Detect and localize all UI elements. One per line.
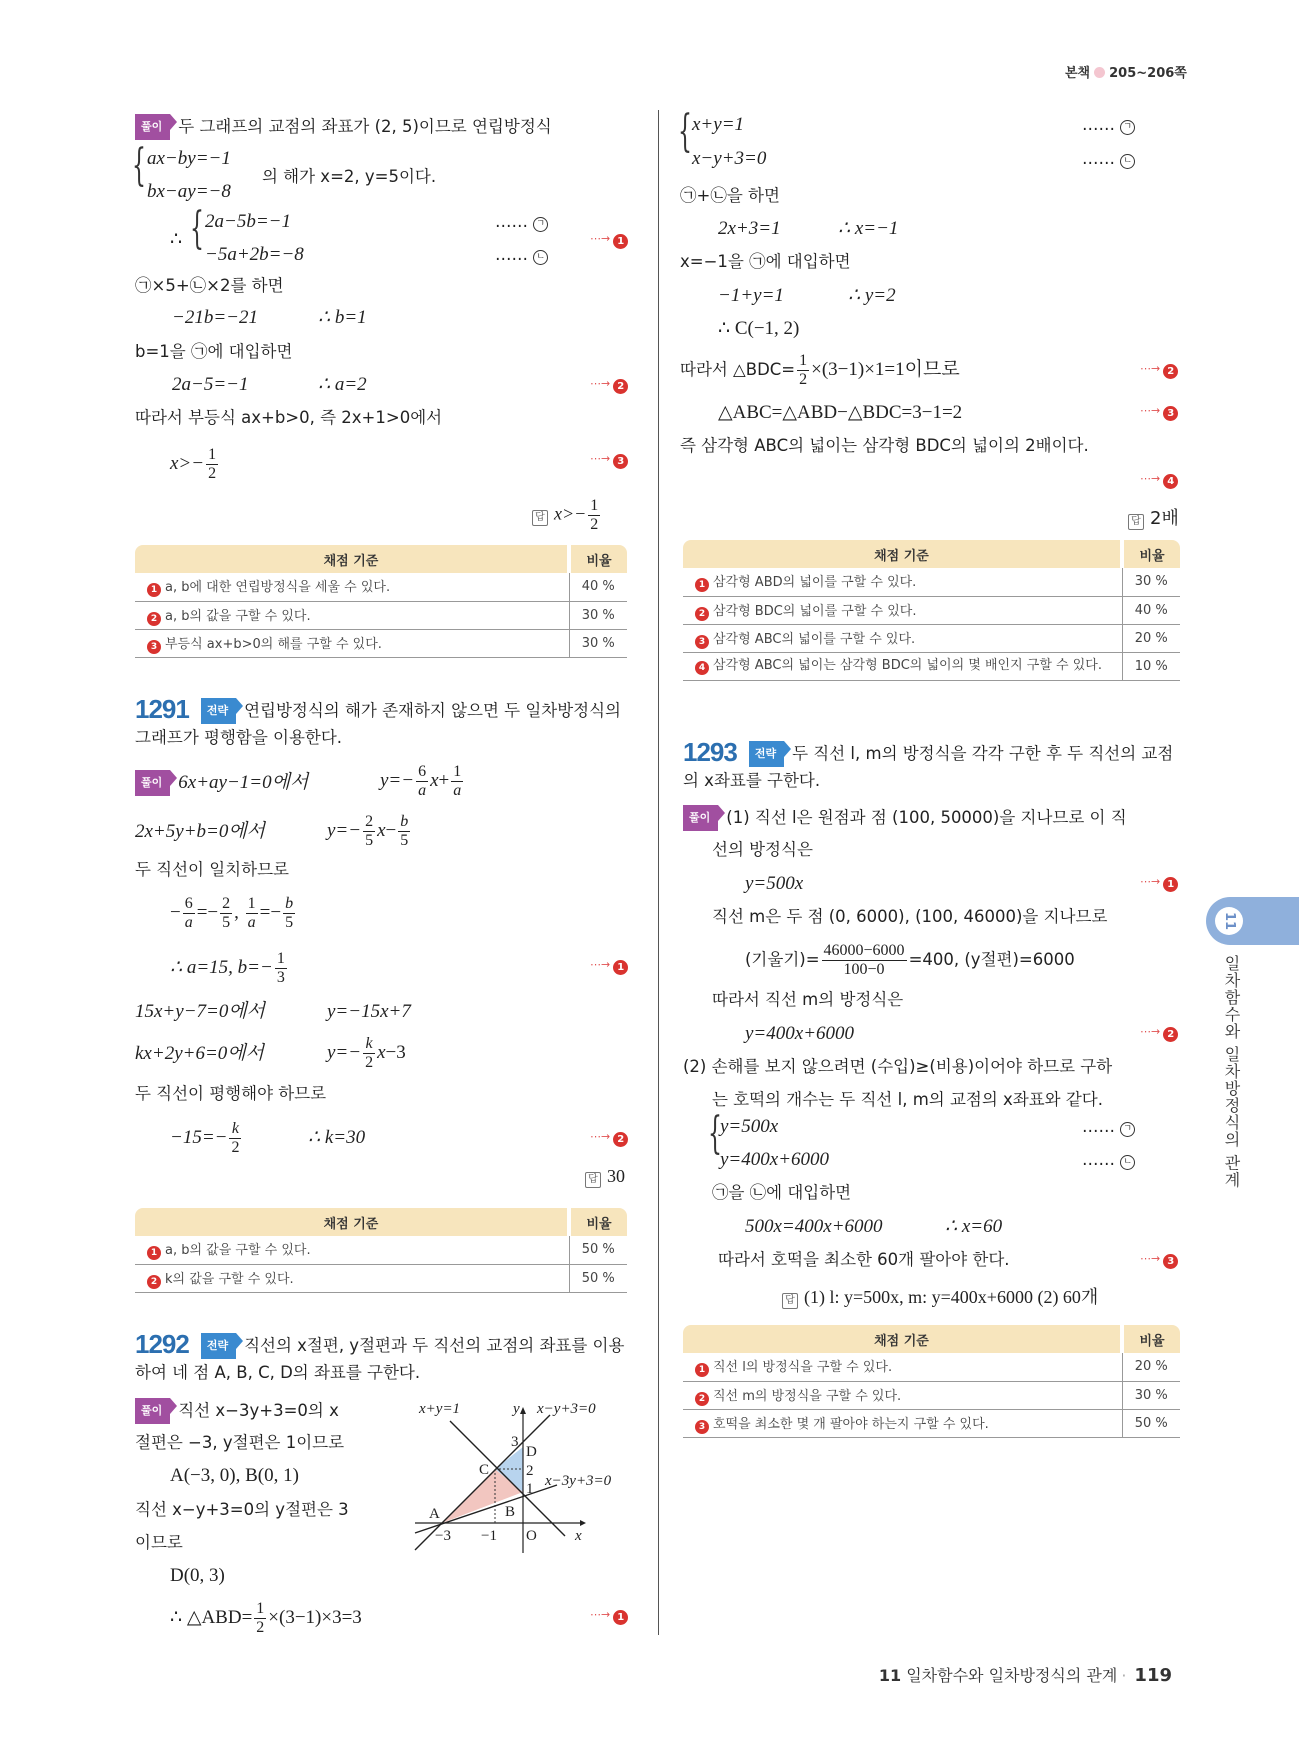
text-line: 이므로: [135, 1533, 183, 1552]
equation: x−y+3=0: [692, 148, 767, 169]
equation: 따라서 △BDC= $\frac{1}{2}$ ×(3−1)×1=1이므로: [680, 352, 960, 388]
svg-text:C: C: [479, 1462, 490, 1478]
equation: ∴ C(−1, 2): [718, 318, 800, 339]
equation-tag: …… ㄱ: [1082, 1115, 1135, 1139]
equation-tag: …… ㄴ: [1082, 147, 1135, 171]
brace-icon: {: [678, 106, 692, 157]
text-line: x=−1을 ㉠에 대입하면: [680, 252, 851, 271]
table-row: 2 직선 m의 방정식을 구할 수 있다. 30 %: [683, 1381, 1180, 1409]
strategy-badge: 전략: [749, 741, 784, 767]
text-line: 하여 네 점 A, B, C, D의 좌표를 구한다.: [135, 1363, 421, 1382]
answer: 답 30: [585, 1166, 625, 1188]
text-line: ㉠×5+㉡×2를 하면: [135, 276, 284, 295]
equation: 2a−5b=−1: [205, 211, 291, 232]
text-line: 따라서 직선 m의 방정식은: [712, 990, 904, 1009]
chapter-number: 11: [878, 1666, 902, 1685]
equation: x>− $\frac{1}{2}$: [170, 446, 217, 482]
answer-icon: 답: [782, 1293, 798, 1309]
therefore-symbol: ∴: [170, 229, 183, 250]
table-row: 4 삼각형 ABC의 넓이는 삼각형 BDC의 넓이의 몇 배인지 구할 수 있다. 10 %: [683, 652, 1180, 680]
chapter-number-badge: 11: [1215, 907, 1243, 935]
equation: ∴ y=2: [848, 285, 896, 306]
equation: ∴ a=2: [318, 374, 367, 395]
equation: 15x+y−7=0에서: [135, 1001, 266, 1022]
column-divider: [658, 110, 659, 1635]
text-line: 즉 삼각형 ABC의 넓이는 삼각형 BDC의 넓이의 2배이다.: [680, 436, 1089, 455]
equation: D(0, 3): [170, 1565, 225, 1586]
answer: 답 2배: [1128, 504, 1179, 530]
equation: △ABC=△ABD−△BDC=3−1=2: [718, 402, 963, 423]
svg-text:x−y+3=0: x−y+3=0: [537, 1401, 596, 1417]
equation: y=− $\frac{k}{2}$ x−3: [327, 1035, 406, 1071]
page-range: 205~206쪽: [1109, 66, 1187, 81]
equation: 2a−5=−1: [172, 374, 249, 395]
equation-tag: …… ㄴ: [495, 243, 548, 267]
equation: y=500x: [720, 1116, 779, 1137]
brace-icon: {: [708, 1108, 722, 1159]
svg-text:A: A: [429, 1506, 440, 1522]
problem-1292-header: 1292 전략 직선의 x절편, y절편과 두 직선의 교점의 좌표를 이용: [135, 1329, 625, 1359]
table-row: 2 삼각형 BDC의 넓이를 구할 수 있다. 40 %: [683, 596, 1180, 624]
text-line: 직선 x−y+3=0의 y절편은 3: [135, 1500, 349, 1519]
y-axis-arrow-icon: [520, 1407, 526, 1414]
equation: bx−ay=−8: [147, 181, 231, 202]
solution-badge: 풀이: [683, 805, 718, 831]
equation-tag: …… ㄴ: [1082, 1148, 1135, 1172]
x-axis-arrow-icon: [580, 1520, 586, 1526]
text-line: 풀이 6x+ay−1=0에서: [135, 770, 308, 796]
svg-text:1: 1: [526, 1481, 534, 1497]
solution-badge: 풀이: [135, 114, 170, 140]
text-line: 따라서 호떡을 최소한 60개 팔아야 한다.: [718, 1250, 1010, 1269]
score-mark-1: ⋯→ 1: [590, 958, 628, 975]
text-line: 선의 방정식은: [712, 840, 813, 859]
equation: y=−15x+7: [327, 1001, 411, 1022]
page-reference: [1065, 62, 1187, 81]
text-line: 의 x좌표를 구한다.: [683, 771, 821, 790]
score-mark-1: ⋯→ 1: [590, 232, 628, 249]
equation: ∴ △ABD= $\frac{1}{2}$ ×(3−1)×3=3: [170, 1600, 362, 1636]
score-mark-3: ⋯→ 3: [590, 452, 628, 469]
text-line: ㉠을 ㉡에 대입하면: [712, 1183, 852, 1202]
equation: y=400x+6000: [745, 1023, 855, 1044]
equation: ∴ b=1: [318, 307, 367, 328]
text-line: 두 직선이 평행해야 하므로: [135, 1084, 327, 1103]
svg-text:−3: −3: [435, 1528, 451, 1544]
solution-intro: 풀이 두 그래프의 교점의 좌표가 (2, 5)이므로 연립방정식: [135, 114, 552, 140]
equation: − $\frac{6}{a}$ =− $\frac{2}{5}$ , $\frac{1}{a}$ =− $\frac{b}{5}$: [170, 895, 294, 931]
equation: 2x+5y+b=0에서: [135, 821, 266, 842]
score-mark-3: ⋯→ 3: [1140, 404, 1178, 421]
equation: −15=− $\frac{k}{2}$: [170, 1120, 240, 1156]
text-line: 풀이 (1) 직선 l은 원점과 점 (100, 50000)을 지나므로 이 직: [683, 805, 1127, 831]
text-line: b=1을 ㉠에 대입하면: [135, 342, 293, 361]
grading-table: 채점 기준 비율 1 직선 l의 방정식을 구할 수 있다. 20 % 2 직선 m의 방정식을 구할 수 있다. 30 % 3 호떡을 최소한 몇 개 팔아야 하는지 구할 수 있다. 50 %: [683, 1325, 1180, 1438]
page-number: 119: [1134, 1665, 1172, 1686]
text-line: 는 호떡의 개수는 두 직선 l, m의 교점의 x좌표와 같다.: [712, 1090, 1103, 1109]
svg-text:3: 3: [511, 1434, 519, 1450]
table-row: 3 삼각형 ABC의 넓이를 구할 수 있다. 20 %: [683, 624, 1180, 652]
solution-badge: 풀이: [135, 770, 170, 796]
equation: y=500x: [745, 873, 804, 894]
brace-icon: {: [190, 203, 204, 254]
problem-number: 1292: [135, 1329, 189, 1359]
equation: x+y=1: [692, 114, 745, 135]
equation: −5a+2b=−8: [205, 244, 304, 265]
equation: 500x=400x+6000: [745, 1216, 883, 1237]
score-mark-2: ⋯→ 2: [590, 1130, 628, 1147]
brace-icon: {: [132, 140, 146, 191]
problem-1293-header: 1293 전략 두 직선 l, m의 방정식을 각각 구한 후 두 직선의 교점: [683, 737, 1174, 767]
problem-number: 1293: [683, 737, 737, 767]
equation: ∴ a=15, b=− $\frac{1}{3}$: [170, 950, 285, 986]
table-row: 2 a, b의 값을 구할 수 있다. 30 %: [135, 601, 627, 629]
grading-table: 채점 기준 비율 1 a, b에 대한 연립방정식을 세울 수 있다. 40 % 2 a, b의 값을 구할 수 있다. 30 % 3 부등식 ax+b>0의 해를 구할 수 있다. 30 %: [135, 545, 627, 658]
table-row: 3 부등식 ax+b>0의 해를 구할 수 있다. 30 %: [135, 629, 627, 657]
table-row: 1 삼각형 ABD의 넓이를 구할 수 있다. 30 %: [683, 568, 1180, 596]
table-row: 2 k의 값을 구할 수 있다. 50 %: [135, 1264, 627, 1292]
grading-table: 채점 기준 비율 1 a, b의 값을 구할 수 있다. 50 % 2 k의 값을 구할 수 있다. 50 %: [135, 1208, 627, 1293]
svg-text:−1: −1: [481, 1528, 497, 1544]
equation: 2x+3=1: [718, 218, 781, 239]
text-line: 절편은 −3, y절편은 1이므로: [135, 1433, 345, 1452]
svg-text:x: x: [575, 1528, 582, 1544]
equation: ∴ k=30: [308, 1127, 366, 1148]
strategy-badge: 전략: [201, 1333, 236, 1359]
score-mark-2: ⋯→ 2: [1140, 1025, 1178, 1042]
score-mark-2: ⋯→ 2: [590, 377, 628, 394]
book-label: 본책: [1065, 66, 1091, 81]
coordinate-graph: [405, 1390, 645, 1560]
equation: A(−3, 0), B(0, 1): [170, 1465, 299, 1486]
answer: 답 x>− $\frac{1}{2}$: [532, 497, 602, 534]
score-mark-2: ⋯→ 2: [1140, 362, 1178, 379]
score-mark-1: ⋯→ 1: [590, 1608, 628, 1625]
svg-text:x−3y+3=0: x−3y+3=0: [545, 1473, 612, 1489]
chapter-side-tab[interactable]: [1206, 897, 1299, 945]
equation: y=− $\frac{6}{a}$ x+ $\frac{1}{a}$: [380, 763, 462, 799]
bullet-icon: [1094, 67, 1105, 78]
text-line: 풀이 직선 x−3y+3=0의 x: [135, 1398, 339, 1424]
equation: y=400x+6000: [720, 1149, 830, 1170]
problem-number: 1291: [135, 694, 189, 724]
text-line: 따라서 부등식 ax+b>0, 즉 2x+1>0에서: [135, 408, 443, 427]
answer: 답 (1) l: y=500x, m: y=400x+6000 (2) 60개: [782, 1283, 1098, 1309]
table-row: 3 호떡을 최소한 몇 개 팔아야 하는지 구할 수 있다. 50 %: [683, 1409, 1180, 1437]
equation: ∴ x=60: [945, 1216, 1003, 1237]
equation: y=− $\frac{2}{5}$ x− $\frac{b}{5}$: [327, 813, 409, 849]
equation: −21b=−21: [172, 307, 258, 328]
answer-icon: 답: [532, 510, 548, 526]
equation: ∴ x=−1: [838, 218, 899, 239]
answer-icon: 답: [1128, 514, 1144, 530]
svg-text:O: O: [526, 1528, 537, 1544]
text-line: 직선 m은 두 점 (0, 6000), (100, 46000)을 지나므로: [712, 907, 1108, 926]
equation: kx+2y+6=0에서: [135, 1043, 264, 1064]
text-line: ㉠+㉡을 하면: [680, 186, 780, 205]
problem-1291-header: 1291 전략 연립방정식의 해가 존재하지 않으면 두 일차방정식의: [135, 694, 621, 724]
svg-text:x+y=1: x+y=1: [419, 1401, 461, 1417]
equation: ax−by=−1: [147, 148, 231, 169]
score-mark-4: ⋯→ 4: [1140, 472, 1178, 489]
equation: −1+y=1: [718, 285, 784, 306]
equation-tag: …… ㄱ: [1082, 113, 1135, 137]
answer-icon: 답: [585, 1172, 601, 1188]
table-row: 1 직선 l의 방정식을 구할 수 있다. 20 %: [683, 1353, 1180, 1381]
solution-badge: 풀이: [135, 1398, 170, 1424]
page-footer: 11 일차함수와 일차방정식의 관계 · 119: [878, 1665, 1172, 1686]
equation-tag: …… ㄱ: [495, 210, 548, 234]
chapter-side-title: 일차함수와 일차방정식의 관계: [1222, 955, 1241, 1189]
chapter-title: 일차함수와 일차방정식의 관계: [906, 1666, 1118, 1685]
table-row: 1 a, b에 대한 연립방정식을 세울 수 있다. 40 %: [135, 573, 627, 601]
svg-text:B: B: [505, 1504, 516, 1520]
score-mark-1: ⋯→ 1: [1140, 875, 1178, 892]
text-line: (2) 손해를 보지 않으려면 (수입)≥(비용)이어야 하므로 구하: [683, 1057, 1113, 1076]
equation: (기울기)= $\frac{46000-6000}{100-0}$ =400, (y절편)=6000: [745, 942, 1075, 978]
grading-table: 채점 기준 비율 1 삼각형 ABD의 넓이를 구할 수 있다. 30 % 2 삼각형 BDC의 넓이를 구할 수 있다. 40 % 3 삼각형 ABC의 넓이를 구할 수 있다. 20 % 4 삼각형 ABC의 넓이는 삼각형 BDC의 넓이의 몇 배인지 구할 수 있다. 10 %: [683, 540, 1180, 681]
text-line: 그래프가 평행함을 이용한다.: [135, 728, 343, 747]
svg-text:2: 2: [526, 1463, 534, 1479]
text-line: 두 직선이 일치하므로: [135, 860, 289, 879]
svg-text:y: y: [513, 1401, 520, 1417]
svg-text:D: D: [526, 1444, 537, 1460]
text-line: 의 해가 x=2, y=5이다.: [262, 167, 437, 186]
score-mark-3: ⋯→ 3: [1140, 1252, 1178, 1269]
table-row: 1 a, b의 값을 구할 수 있다. 50 %: [135, 1236, 627, 1264]
strategy-badge: 전략: [201, 698, 236, 724]
